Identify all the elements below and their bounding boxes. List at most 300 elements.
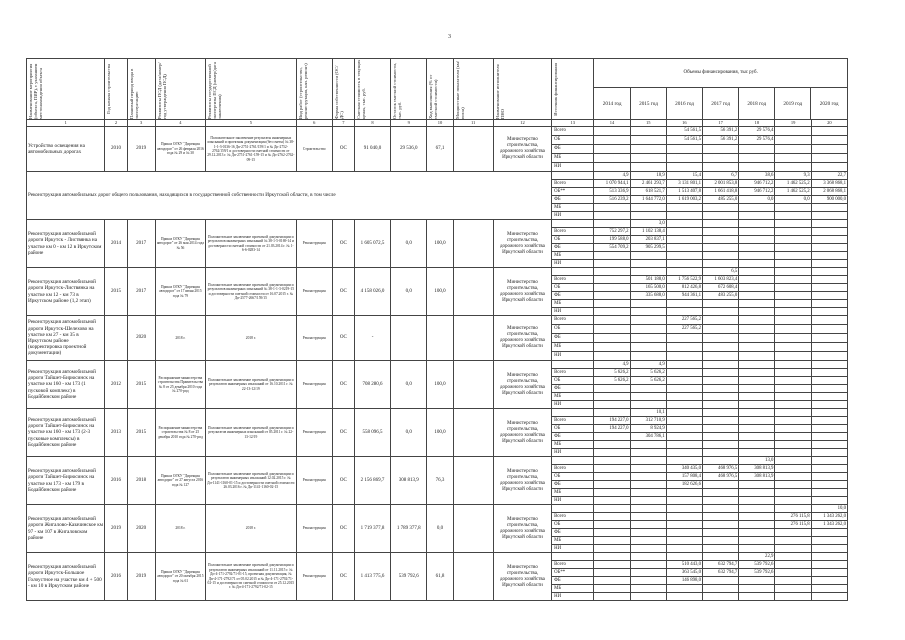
funding-source (552, 409, 594, 417)
column-header (105, 59, 127, 120)
funding-value (703, 377, 739, 385)
funding-value (811, 489, 847, 497)
funding-value (703, 529, 739, 537)
funding-value (811, 268, 847, 276)
project-name: Реконструкция автомобильной дороги Иркутск-Шелехово на участке км 27 - км 35 в Иркутском районе (корректировка проектной документации) (27, 316, 105, 361)
funding-value (703, 260, 739, 268)
funding-value (775, 481, 811, 489)
table-row (27, 361, 848, 369)
funding-value (775, 505, 811, 513)
funding-value: 9,3 (775, 172, 811, 180)
funding-value (811, 316, 847, 325)
funding-value (739, 577, 775, 585)
funding-value (703, 593, 739, 601)
funding-value (630, 593, 666, 601)
funding-value: 6,7 (703, 172, 739, 180)
funding-value (739, 593, 775, 601)
funding-value (703, 489, 739, 497)
funding-value: 554 709,2 (594, 244, 630, 252)
funding-value (739, 417, 775, 425)
funding-value: 2 461 293,7 (630, 180, 666, 188)
funding-value (775, 204, 811, 212)
funding-value (739, 409, 775, 417)
funding-source (552, 361, 594, 369)
funding-value (739, 236, 775, 244)
executor: Министерство строительства, дорожного хозяйства Иркутской области (493, 127, 551, 172)
funding-value (703, 513, 739, 521)
funding-value: 618 521,7 (630, 188, 666, 196)
funding-value (775, 244, 811, 252)
funding-value (630, 553, 666, 561)
funding-header-text: Объемы финансирования, тыс руб. (594, 59, 847, 88)
funding-value (811, 401, 847, 409)
funding-value (630, 393, 666, 401)
funding-value (630, 154, 666, 163)
funding-value (739, 260, 775, 268)
remaining-cost: 0,0 (391, 361, 427, 409)
funding-value: 276 115,8 (775, 513, 811, 521)
funding-source: ОБ (552, 521, 594, 529)
funding-value: 1 756 522,9 (666, 276, 702, 284)
funding-value (630, 545, 666, 553)
ownership: ОС (332, 268, 354, 316)
psd-details: 2018 г. (155, 505, 205, 553)
funding-value (811, 154, 847, 163)
table-row (27, 553, 848, 561)
funding-value: 0,0 (775, 196, 811, 204)
funding-value (739, 300, 775, 308)
funding-value: 3,0 (630, 220, 666, 228)
ownership: ОС (332, 505, 354, 553)
table-row (27, 316, 848, 325)
funding-value (811, 457, 847, 465)
funding-value (594, 545, 630, 553)
funding-source: Всего (552, 465, 594, 473)
funding-value (811, 569, 847, 577)
funding-source: Всего (552, 127, 594, 136)
funding-value (775, 489, 811, 497)
remaining-cost: 29 536,0 (391, 127, 427, 172)
funding-value (775, 457, 811, 465)
funding-value: 946 712,2 (739, 188, 775, 196)
funding-value: 56 391,2 (703, 127, 739, 136)
funding-value (594, 300, 630, 308)
funding-value: 5 626,2 (630, 377, 666, 385)
remaining-cost: 308 813,9 (391, 457, 427, 505)
funding-value (594, 481, 630, 489)
funding-value: 4,9 (594, 361, 630, 369)
column-header-text: Источник финансирования (553, 62, 559, 116)
work-type: Реконструкция (296, 220, 332, 268)
psd-details: 2018 г. (155, 316, 205, 361)
executor: Министерство строительства, дорожного хозяйства Иркутской области (493, 457, 551, 505)
funding-source: ФБ (552, 529, 594, 537)
work-type: Реконструкция (296, 316, 332, 361)
project-name: Реконструкция автомобильной дороги Тайшет-Бирюсинск на участке км 173 - км 179 в Бодайбинском районе (27, 457, 105, 505)
funding-source (552, 268, 594, 276)
start-year: 2012 (105, 361, 127, 409)
funding-source: НИ (552, 497, 594, 505)
funding-value (739, 585, 775, 593)
column-header-text: Сметная стоимость в текущих ценах, тыс. руб. (355, 59, 366, 119)
funding-value (666, 457, 702, 465)
funding-value (666, 497, 702, 505)
funding-value (739, 505, 775, 513)
funding-value (630, 481, 666, 489)
expertise-details: Положительное заключение проектной документации и результатов инженерных изысканий № 38-1-5-0169-14 и достоверности сметной стоимости от 21.03.2014 г. № 1-6-6-0283-14 (206, 220, 297, 268)
end-year: 2020 (127, 505, 155, 553)
funding-value (775, 409, 811, 417)
funding-value (666, 252, 702, 260)
funding-value (811, 343, 847, 352)
funding-source: ФБ (552, 481, 594, 489)
project-name: Реконструкция автомобильной дороги Иркутск - Листвянка на участке км 0 - км 12 в Иркутском районе (27, 220, 105, 268)
work-type: Реконструкция (296, 457, 332, 505)
funding-source: ФБ (552, 577, 594, 585)
funding-value (775, 441, 811, 449)
funding-value (594, 497, 630, 505)
funding-value (630, 473, 666, 481)
funding-value (739, 401, 775, 409)
funding-value (594, 268, 630, 276)
funding-value (630, 127, 666, 136)
funding-value (739, 316, 775, 325)
funding-value (775, 252, 811, 260)
funding-value (811, 127, 847, 136)
end-year: 2015 (127, 409, 155, 457)
completion-percent: 76,3 (427, 457, 453, 505)
funding-value (666, 513, 702, 521)
funding-value (703, 361, 739, 369)
funding-value (775, 537, 811, 545)
funding-value (811, 585, 847, 593)
funding-value (594, 553, 630, 561)
funding-source (552, 553, 594, 561)
funding-source: ОБ (552, 136, 594, 145)
expertise-details: 2018 г. (206, 316, 297, 361)
column-number: 13 (552, 120, 594, 127)
funding-value (630, 145, 666, 154)
start-year: 2016 (105, 457, 127, 505)
region-row (27, 172, 848, 180)
funding-value: 182 626,6 (666, 481, 702, 489)
funding-value (811, 284, 847, 292)
column-number: 3 (127, 120, 155, 127)
funding-value (703, 252, 739, 260)
funding-source: НИ (552, 212, 594, 220)
funding-value (630, 252, 666, 260)
capacity (453, 553, 493, 601)
capacity (453, 361, 493, 409)
funding-value (811, 361, 847, 369)
funding-source: ФБ (552, 244, 594, 252)
column-header-text: Реквизиты ПСД (дата/номер/год утверждения ПСД) (156, 62, 167, 119)
funding-value (775, 473, 811, 481)
year-header: 2017 год (703, 88, 739, 120)
funding-value (775, 553, 811, 561)
funding-value (775, 136, 811, 145)
funding-value (703, 545, 739, 553)
funding-value (775, 260, 811, 268)
funding-source (552, 457, 594, 465)
funding-source: НИ (552, 352, 594, 361)
funding-value (594, 292, 630, 300)
funding-value (594, 260, 630, 268)
funding-value: 946 712,2 (739, 180, 775, 188)
funding-value: 1 462 525,2 (775, 180, 811, 188)
funding-value (739, 292, 775, 300)
executor: Министерство строительства, дорожного хозяйства Иркутской области (493, 361, 551, 409)
table-header (27, 59, 848, 127)
funding-value (594, 409, 630, 417)
completion-percent: 100,0 (427, 361, 453, 409)
funding-value (739, 545, 775, 553)
start-year: 2019 (105, 505, 127, 553)
funding-value (739, 228, 775, 236)
column-number: 6 (296, 120, 332, 127)
funding-value (630, 260, 666, 268)
funding-value (666, 545, 702, 553)
funding-value (811, 260, 847, 268)
funding-value (775, 561, 811, 569)
funding-value: 1 603 823,4 (703, 276, 739, 284)
year-header: 2018 год (739, 88, 775, 120)
funding-source: НИ (552, 401, 594, 409)
funding-value (811, 325, 847, 334)
funding-value (630, 521, 666, 529)
work-type: Реконструкция (296, 505, 332, 553)
estimated-cost: 1 719 377,8 (354, 505, 390, 553)
column-number: 15 (630, 120, 666, 127)
page-number: 3 (448, 34, 451, 40)
funding-value (775, 361, 811, 369)
remaining-cost (391, 316, 427, 361)
estimated-cost: 558 096,5 (354, 409, 390, 457)
funding-source: НИ (552, 545, 594, 553)
funding-value (630, 268, 666, 276)
funding-source: МБ (552, 300, 594, 308)
funding-source: Всего (552, 369, 594, 377)
funding-value (811, 377, 847, 385)
funding-value: 227 565,2 (666, 325, 702, 334)
funding-value: 752 297,2 (594, 228, 630, 236)
expertise-details: 2018 г. (206, 505, 297, 553)
remaining-cost: 1 789 377,8 (391, 505, 427, 553)
funding-value (594, 276, 630, 284)
funding-value (666, 352, 702, 361)
work-type: Реконструкция (296, 553, 332, 601)
funding-value (666, 393, 702, 401)
funding-value (594, 521, 630, 529)
funding-value (775, 593, 811, 601)
funding-source: ФБ (552, 292, 594, 300)
funding-value (811, 425, 847, 433)
year-header: 2020 год (811, 88, 847, 120)
funding-value (811, 300, 847, 308)
executor: Министерство строительства, дорожного хозяйства Иркутской области (493, 505, 551, 553)
funding-source: МБ (552, 343, 594, 352)
column-number: 5 (206, 120, 297, 127)
funding-header (594, 59, 848, 120)
funding-value (594, 308, 630, 316)
funding-value (811, 553, 847, 561)
column-header-text: Мощностные показатели (км/пог.м) (454, 60, 465, 119)
funding-value: 335 688,0 (630, 292, 666, 300)
funding-value (739, 268, 775, 276)
column-number: 1 (27, 120, 105, 127)
start-year: 2014 (105, 220, 127, 268)
funding-value: 510 443,0 (666, 561, 702, 569)
funding-value (703, 521, 739, 529)
funding-value (703, 441, 739, 449)
estimated-cost: - (354, 316, 390, 361)
funding-value (811, 204, 847, 212)
funding-value (666, 409, 702, 417)
funding-value (739, 497, 775, 505)
year-header: 2019 год (775, 88, 811, 120)
funding-value (739, 529, 775, 537)
funding-value (594, 593, 630, 601)
funding-source: Всего (552, 417, 594, 425)
funding-value (775, 449, 811, 457)
funding-value (594, 569, 630, 577)
work-type: Реконструкция (296, 409, 332, 457)
funding-value (666, 343, 702, 352)
ownership: ОС (332, 553, 354, 601)
funding-source: ОБ (552, 325, 594, 334)
funding-value (739, 334, 775, 343)
funding-value (703, 154, 739, 163)
funding-value (594, 577, 630, 585)
completion-percent (427, 316, 453, 361)
column-header (493, 59, 551, 120)
psd-details: Приказ ОГКУ "Дирекция автодорог" от 20 октября 2015 года № 61 (155, 553, 205, 601)
funding-value (811, 561, 847, 569)
funding-source: ОБ (552, 236, 594, 244)
funding-value (666, 529, 702, 537)
column-number: 14 (594, 120, 630, 127)
project-name: Реконструкция автомобильной дороги Иркутск-Большое Голоустное на участке км 4 + 500 - км 10 в Иркутском районе (27, 553, 105, 601)
funding-value (739, 145, 775, 154)
column-number: 12 (493, 120, 551, 127)
funding-value: 54 561,5 (666, 127, 702, 136)
funding-value (594, 489, 630, 497)
funding-value (594, 385, 630, 393)
table-row (27, 220, 848, 228)
executor: Министерство строительства, дорожного хозяйства Иркутской области (493, 553, 551, 601)
column-header (354, 59, 390, 120)
funding-value (703, 385, 739, 393)
project-name: Реконструкция автомобильной дороги Тайшет-Бирюсинск на участке км 160 - км 173 (1 пусковой комплекс) в Бодайбинском районе (27, 361, 105, 409)
funding-value (811, 292, 847, 300)
funding-value: 468 976,5 (703, 465, 739, 473)
funding-value (630, 343, 666, 352)
ownership: ОС (332, 127, 354, 172)
funding-value (703, 497, 739, 505)
funding-value (775, 369, 811, 377)
funding-value (594, 401, 630, 409)
funding-source (552, 220, 594, 228)
funding-source: ОБ (552, 425, 594, 433)
column-header-text: Реквизиты государственной экспертизы ПСД (номер/дата заключения) (207, 62, 223, 119)
column-number: 20 (811, 120, 847, 127)
funding-value (666, 401, 702, 409)
funding-value (775, 425, 811, 433)
psd-details: Приказ ОГКУ "Дирекция автодорог" от 26 мая 2014 года № 56 (155, 220, 205, 268)
funding-value: 485 255,0 (703, 196, 739, 204)
column-number: 7 (332, 120, 354, 127)
column-header (27, 59, 105, 120)
funding-value: 203 837,1 (630, 236, 666, 244)
funding-value (703, 537, 739, 545)
funding-value (703, 577, 739, 585)
funding-source: ФБ (552, 334, 594, 343)
funding-value (666, 441, 702, 449)
funding-value: 8 924,9 (630, 425, 666, 433)
expertise-details: Положительное заключение проектной документации и результатов инженерных изысканий № 38-1-1-3-0219-15 и достоверности сметной стоимости от 16.07.2015 г. № Дп-2577-2667/159/15 (206, 268, 297, 316)
funding-value (703, 417, 739, 425)
funding-value (594, 145, 630, 154)
funding-source: ОБ (552, 377, 594, 385)
funding-value (739, 449, 775, 457)
funding-value (739, 377, 775, 385)
funding-value: 1 644 772,0 (630, 196, 666, 204)
funding-value (775, 433, 811, 441)
funding-value (594, 537, 630, 545)
funding-source: ОБ (552, 473, 594, 481)
funding-value: 1 661 418,8 (703, 188, 739, 196)
psd-details: Распоряжение министерства строительства № 8 от 25 декабря 2010 года № 270-рпд (155, 409, 205, 457)
funding-value: 944 361,1 (666, 292, 702, 300)
start-year: 2013 (105, 409, 127, 457)
funding-value (594, 585, 630, 593)
funding-value (703, 449, 739, 457)
funding-value (630, 401, 666, 409)
funding-value (811, 577, 847, 585)
funding-value: 632 794,7 (703, 561, 739, 569)
funding-value (594, 449, 630, 457)
funding-value (630, 325, 666, 334)
psd-details: Распоряжение министерства строительства Правительства № 8 от 25 декабря 2010 года № 270-рпд (155, 361, 205, 409)
start-year: 2010 (105, 127, 127, 172)
funding-value (703, 481, 739, 489)
funding-value (594, 505, 630, 513)
funding-value: 1 462 525,2 (775, 188, 811, 196)
funding-value (811, 212, 847, 220)
funding-value (811, 244, 847, 252)
column-number: 19 (775, 120, 811, 127)
funding-value: 483 255,0 (703, 292, 739, 300)
funding-value (703, 236, 739, 244)
funding-value (594, 252, 630, 260)
funding-value (666, 204, 702, 212)
expertise-details: Положительное заключение проектной документации и результатов инженерных изысканий от 11.11.2015 г. № Дп-4-171-2792/71-01-15, проектная документация, № Дп-4-171-2792/71 от 05.02.2015 и № Дп-4-171-2792/71-02-15 и достоверности сметной стоимости от 25.12.2015 г. № Дп-4-171-2792/71-02-15 (206, 553, 297, 601)
funding-value: 900 000,0 (811, 196, 847, 204)
funding-value: 199 588,0 (594, 236, 630, 244)
column-header (206, 59, 297, 120)
completion-percent: 61,8 (427, 553, 453, 601)
funding-value: 165 500,0 (630, 284, 666, 292)
table-row (27, 268, 848, 276)
funding-value: 672 608,4 (703, 284, 739, 292)
year-header: 2015 год (630, 88, 666, 120)
work-type: Строительство (296, 127, 332, 172)
funding-value (811, 545, 847, 553)
column-number: 4 (155, 120, 205, 127)
funding-value (775, 377, 811, 385)
funding-value (739, 489, 775, 497)
funding-value (811, 163, 847, 172)
